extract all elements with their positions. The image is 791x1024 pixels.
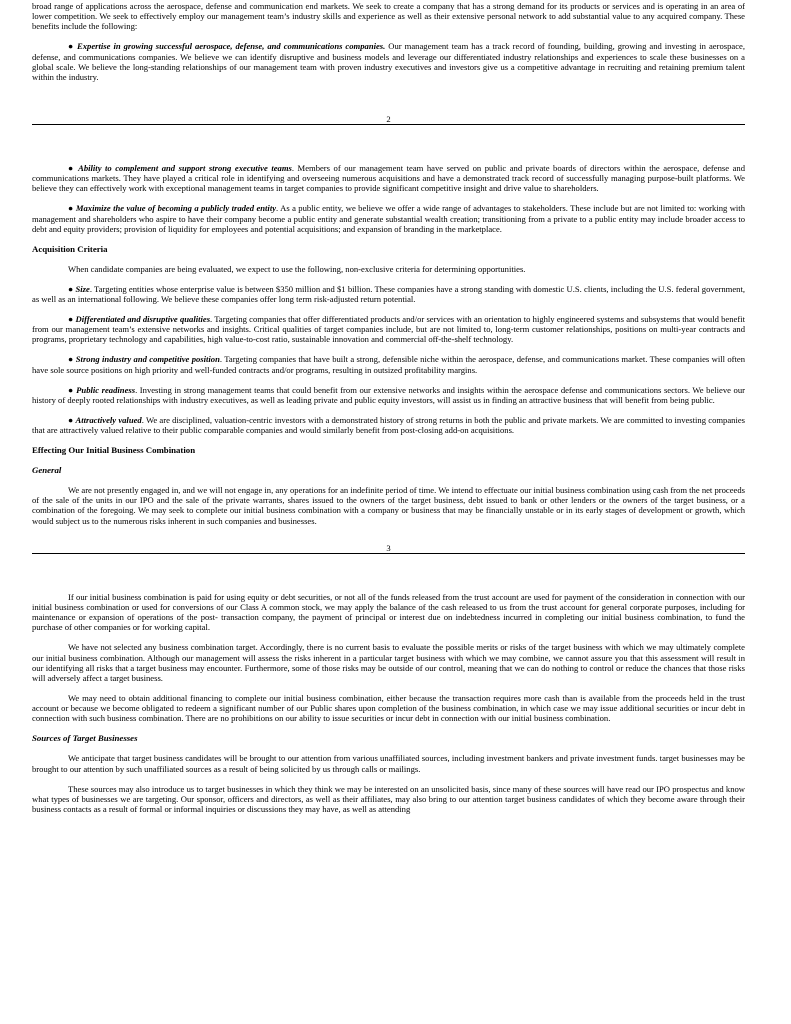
subheading-general: General [32, 465, 62, 476]
bullet-text: . Members of our management team have served on public and private boards of directors within the aerospace, defense and communications markets. They have played a critical role in identifying and overseeing numerous acquisitions and have a demonstrated track record of successfully managing purpose-built platforms. We believe they can effectively work with exceptional management teams in target companies to provide significant competitive insight and drive value to shareholders. [32, 163, 746, 194]
intro-paragraph: broad range of applications across the aerospace, defense and communication end markets. We seek to create a company that has a strong demand for its products or services and is operating in an area of lower competition. We seek to effectively employ our management team’s industry skills and experience as well as their extensive personal network to add substantial value to any acquired company. These benefits include the following: [32, 1, 745, 32]
section-heading-acquisition-criteria: Acquisition Criteria [32, 243, 108, 254]
criteria-title: Strong industry and competitive position [75, 354, 220, 365]
criteria-title: Public readiness [76, 384, 136, 395]
bullet-text: . As a public entity, we believe we offer a wide range of advantages to stakeholders. These include but are not limited to: working with management and shareholders who aspire to have their company become a public entity and generate substantial wealth creation; transitioning from a private to a public entity may include broader access to debt and equity providers; provision of liquidity for employees and potential acquisitions; and expansion of branding in the marketplace. [32, 203, 745, 234]
subheading-sources: Sources of Target Businesses [32, 733, 138, 744]
paragraph-introductions: These sources may also introduce us to target businesses in which they think we may be interested on an unsolicited basis, since many of these sources will have read our IPO prospectus and know what types of businesses we are targeting. Our sponsor, officers and directors, as well as their affiliates, may also bring to our attention target business candidates of which they become aware through their business contacts as a result of formal or informal inquiries or discussions they may have, as well as attending [32, 783, 745, 815]
bullet-title: Maximize the value of becoming a publicly traded entity [75, 203, 277, 214]
section-heading-effecting: Effecting Our Initial Business Combination [32, 445, 196, 456]
page-4-content [32, 592, 745, 814]
criteria-public-readiness: ● Public readiness. Investing in strong management teams that could benefit from our extensive networks and insights within the aerospace defense and communications sectors. We believe our history of deeply rooted relationships with industry executives, as well as leading private and public equity investors, will assist us in finding an attractive business that will benefit from being public. [32, 384, 745, 405]
criteria-title: Differentiated and disruptive qualities [75, 314, 211, 325]
criteria-size: ● Size. Targeting entities whose enterprise value is between $350 million and $1 billion. These companies have a strong standing with domestic U.S. clients, including the U.S. federal government, as well as an international following. We believe these companies offer long term risk-adjusted return potential. [32, 283, 745, 305]
page-3-content [32, 163, 745, 526]
criteria-text: . We are disciplined, valuation-centric investors with a demonstrated history of strong returns in both the public and private markets. We are committed to investing companies that are attractively valued relative to their public comparable companies and would similarly benefit from post-closing add-on acquisitions. [32, 414, 746, 436]
bullet-public-entity: ● Maximize the value of becoming a publicly traded entity. As a public entity, we believe we offer a wide range of advantages to stakeholders. These include but are not limited to: working with management and shareholders who aspire to have their company become a public entity and generate substantial wealth creation; transitioning from a private to a public entity may include broader access to debt and equity providers; provision of liquidity for employees and potential acquisitions; and expansion of branding in the marketplace. [32, 203, 745, 234]
paragraph-no-target-selected: We have not selected any business combination target. Accordingly, there is no current basis to evaluate the possible merits or risks of the target business with which we may ultimately complete our initial business combination. Although our management will assess the risks inherent in a particular target business with which we may combine, we cannot assure you that this assessment will result in our identifying all risks that a target business may encounter. Furthermore, some of those risks may be outside of our control, meaning that we can do nothing to control or reduce the chances that those risks will adversely affect a target business. [32, 642, 745, 684]
bullet-expertise: ● Expertise in growing successful aerospace, defense, and communications companies. Our management team has a track record of founding, building, growing and investing in aerospace, defense, and communications companies. We believe we can identify disruptive and business models and leverage our differentiated industry relationships and experiences to scale these businesses on a global scale. We believe the long-standing relationships of our management team with proven industry executives and investors give us a competitive advantage in recruiting and retaining premium talent within the industry. [32, 41, 745, 83]
criteria-text: . Investing in strong management teams that could benefit from our extensive networks and insights within the aerospace defense and communications sectors. We believe our history of deeply rooted relationships with industry executives, as well as leading private and public equity investors, will assist us in finding an attractive business that will benefit from being public. [32, 384, 745, 405]
criteria-text: . Targeting entities whose enterprise value is between $350 million and $1 billion. These companies have a strong standing with domestic U.S. clients, including the U.S. federal government, as well as an international following. We believe these companies offer long term risk-adjusted return potential. [32, 283, 745, 305]
bullet-title: Ability to complement and support strong executive teams [78, 163, 292, 174]
criteria-differentiated: ● Differentiated and disruptive qualities. Targeting companies that offer differentiated products and/or services with an orientation to highly engineered systems and subsystems that would benefit from our management team’s extensive networks and insights. Critical qualities of target companies include, but are not limited to, long-term customer relationships, positions on multi-year contracts and programs, proprietary technology and capabilities, high value-to-cost ratio, sustainable innovation and commercial off-the-shelf technology. [32, 314, 745, 345]
paragraph-unaffiliated-sources: We anticipate that target business candidates will be brought to our attention from various unaffiliated sources, including investment bankers and private investment funds. target businesses may be brought to our attention by such unaffiliated sources as a result of being solicited by us through calls or mailings. [32, 753, 745, 774]
criteria-title: Attractively valued [75, 414, 142, 425]
acquisition-intro: When candidate companies are being evaluated, we expect to use the following, non-exclusive criteria for determining opportunities. [68, 263, 526, 274]
general-paragraph: We are not presently engaged in, and we will not engage in, any operations for an indefinite period of time. We intend to effectuate our initial business combination using cash from the net proceeds of the sale of the units in our IPO and the sale of the private warrants, shares issued to the owners of the target business, debt issued to bank or other lenders or the owners of the target business, or a combination of the foregoing. We may seek to complete our initial business combination with a company or business that may be financially unstable or in its early stages of development or growth, which would subject us to the numerous risks inherent in such companies and businesses. [32, 485, 746, 526]
bullet-title: Expertise in growing successful aerospace, defense, and communications companies. [77, 41, 386, 52]
criteria-attractively-valued: ● Attractively valued. We are disciplined, valuation-centric investors with a demonstrated history of strong returns in both the public and private markets. We are committed to investing companies that are attractively valued relative to their public comparable companies and would similarly benefit from post-closing add-on acquisitions. [32, 414, 746, 436]
criteria-competitive-position: ● Strong industry and competitive position. Targeting companies that have built a strong, defensible niche within the aerospace, defense, and communications market. These companies will often have sole source positions on high priority and well-funded contracts and/or programs, resulting in outsized profitability margins. [32, 354, 746, 375]
criteria-title: Size [75, 283, 90, 294]
criteria-text: . Targeting companies that offer differentiated products and/or services with an orientation to highly engineered systems and subsystems that would benefit from our management team’s extensive networks and insights. Critical qualities of target companies include, but are not limited to, long-term customer relationships, positions on multi-year contracts and programs, proprietary technology and capabilities, high value-to-cost ratio, sustainable innovation and commercial off-the-shelf technology. [32, 314, 745, 345]
paragraph-balance-of-cash: If our initial business combination is paid for using equity or debt securities, or not all of the funds released from the trust account are used for payment of the consideration in connection with our initial business combination or used for conversions of our Class A common stock, we may apply the balance of the cash released to us from the trust account for general corporate purposes, including for maintenance or expansion of operations of the post- transaction company, the payment of principal or interest due on indebtedness incurred in completing our initial business combination, to fund the purchase of other companies or for working capital. [32, 591, 745, 633]
bullet-text: Our management team has a track record of founding, building, growing and investing in aerospace, defense, and communications companies. We believe we can identify disruptive and business models and leverage our differentiated industry relationships and experiences to scale these businesses on a global scale. We believe the long-standing relationships of our management team with proven industry executives and investors give us a competitive advantage in recruiting and retaining premium talent within the industry. [32, 41, 745, 83]
paragraph-additional-financing: We may need to obtain additional financing to complete our initial business combination, either because the transaction requires more cash than is available from the proceeds held in the trust account or because we become obligated to redeem a significant number of our Public shares upon completion of the business combination, in which case we may issue additional securities or incur debt in connection with such business combination. There are no prohibitions on our ability to issue securities or incur debt in connection with our initial business combination. [32, 693, 745, 724]
page-number: 3 [386, 542, 391, 553]
criteria-text: . Targeting companies that have built a strong, defensible niche within the aerospace, defense, and communications market. These companies will often have sole source positions on high priority and well-funded contracts and/or programs, resulting in outsized profitability margins. [32, 354, 746, 375]
bullet-executive-teams: ● Ability to complement and support strong executive teams. Members of our management team have served on public and private boards of directors within the aerospace, defense and communications markets. They have played a critical role in identifying and overseeing numerous acquisitions and have a demonstrated track record of successfully managing purpose-built platforms. We believe they can effectively work with exceptional management teams in target companies to provide significant competitive insight and drive value to shareholders. [32, 163, 746, 194]
page-2-content [32, 0, 745, 82]
document-page [32, 0, 745, 824]
page-number: 2 [386, 114, 391, 125]
